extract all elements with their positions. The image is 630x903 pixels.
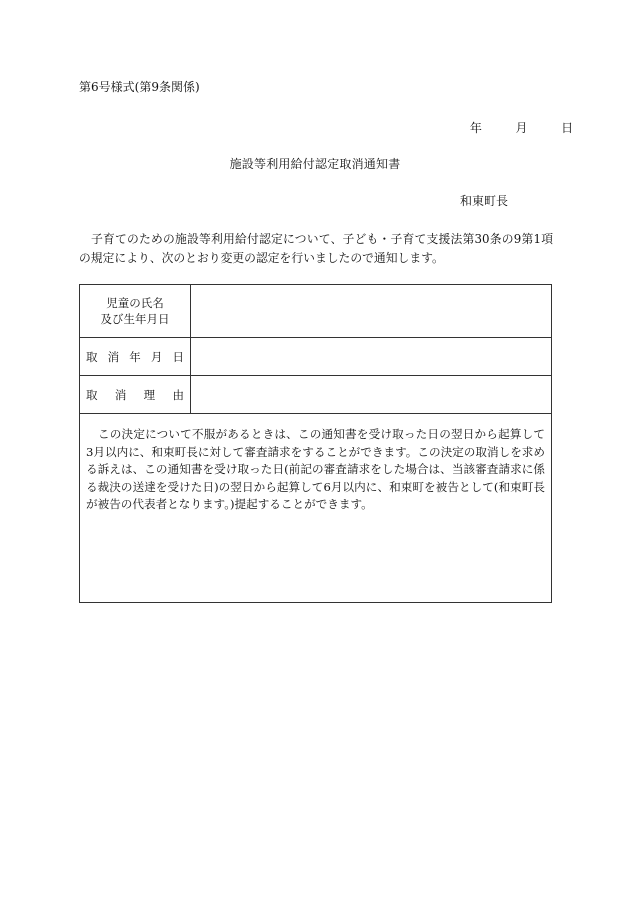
cancel-date-label: 取 消 年 月 日 [80, 338, 191, 376]
date-line [466, 119, 573, 136]
cancel-reason-field[interactable] [191, 376, 552, 414]
table-row-notice [80, 414, 552, 603]
child-name-label-line2: 及び生年月日 [100, 312, 170, 326]
table-row-cancel-date [80, 338, 552, 376]
info-table [79, 284, 552, 603]
table-row-child-name [80, 285, 552, 338]
issuer-name: 和東町長 [460, 194, 509, 208]
cancel-date-field[interactable] [191, 338, 552, 376]
form-number: 第6号様式(第9条関係) [79, 80, 200, 94]
table-row-cancel-reason [80, 376, 552, 414]
child-name-field[interactable] [191, 285, 552, 338]
intro-paragraph: 子育てのための施設等利用給付認定について、子ども・子育て支援法第30条の9第1項の規定により、次のとおり変更の認定を行いましたので通知します。 [79, 232, 553, 265]
date-year-label: 年 [469, 121, 482, 135]
child-name-label-line1: 児童の氏名 [106, 296, 164, 310]
date-month-label: 月 [515, 121, 528, 135]
child-name-label [80, 285, 191, 338]
appeal-notice-text: この決定について不服があるときは、この通知書を受け取った日の翌日から起算して3月以内に、和束町長に対して審査請求をすることができます。この決定の取消しを求める訴えは、この通知書を受け取った日(前記の審査請求をした場合は、当該審査請求に係る裁決の送達を受けた日)の翌日から起算して6月以内に、和束町を被告として(和束町長が被告の代表者となります。)提起することができます。 [86, 427, 545, 512]
document-title: 施設等利用給付認定取消通知書 [229, 157, 401, 171]
date-day-label: 日 [561, 121, 574, 135]
notice-cell [80, 414, 552, 603]
cancel-reason-label: 取 消 理 由 [80, 376, 191, 414]
